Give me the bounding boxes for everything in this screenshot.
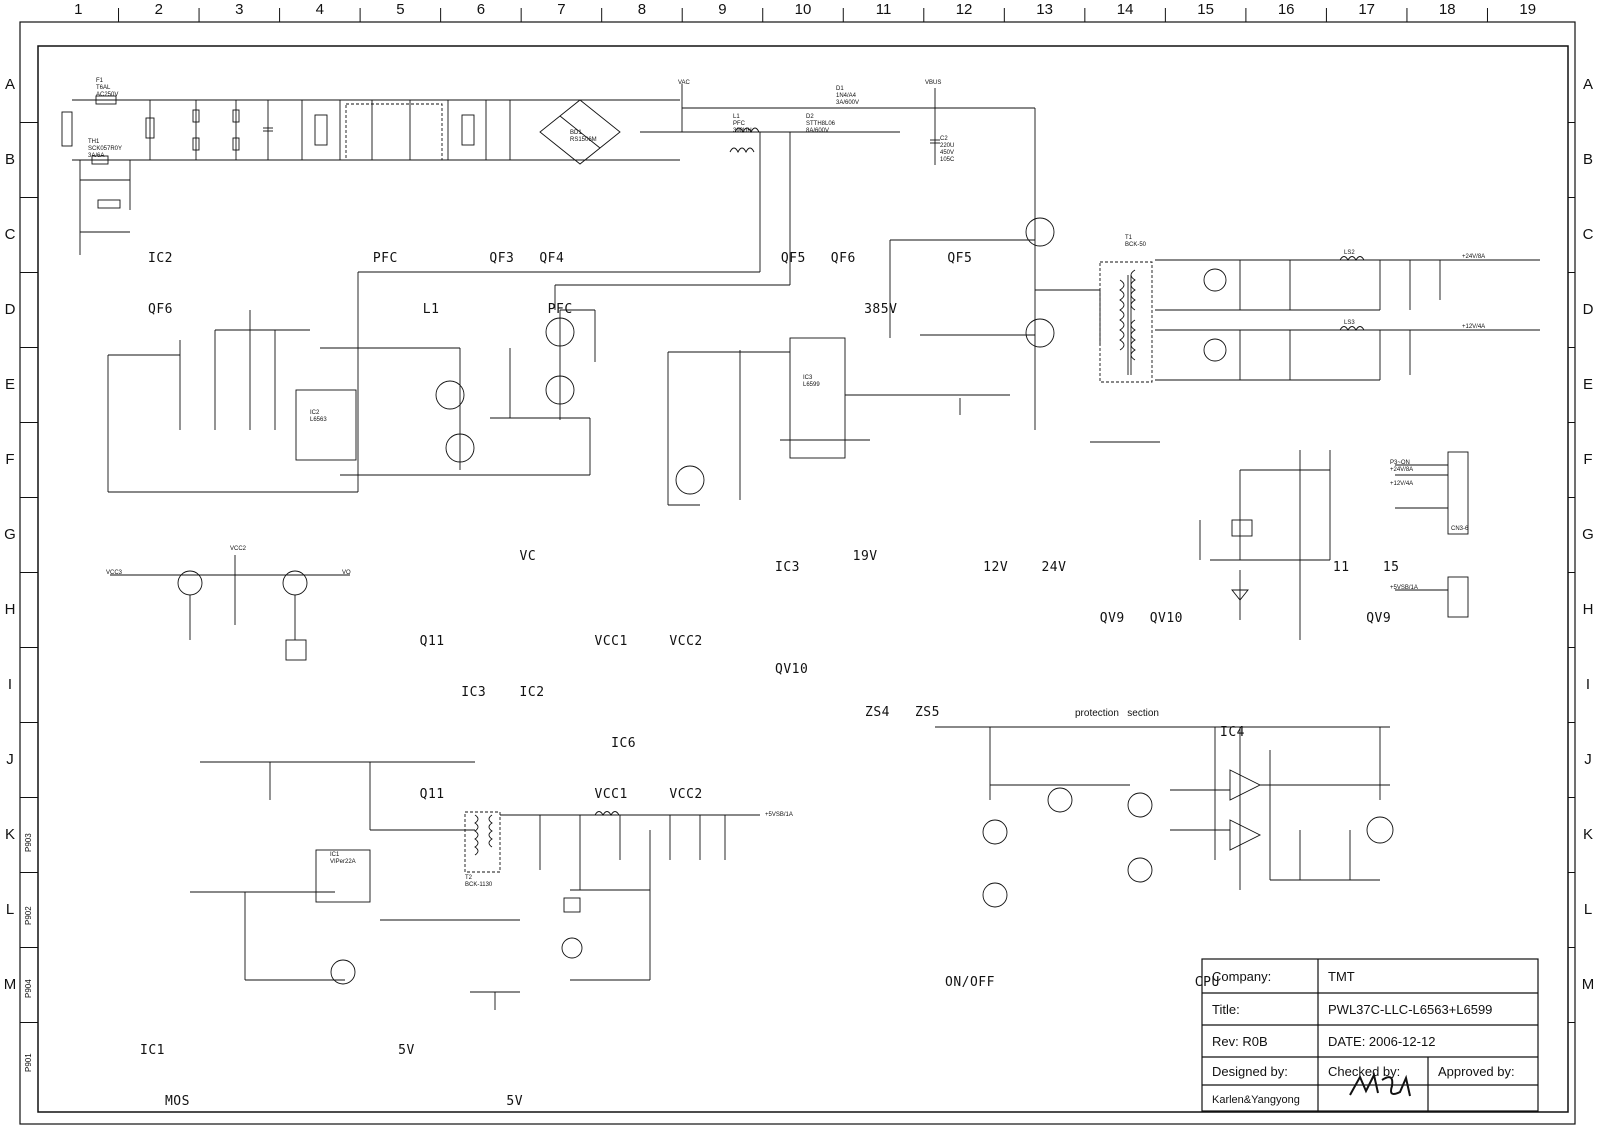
- label-vcc3: VCC3: [106, 570, 123, 576]
- note-zs: [865, 670, 940, 789]
- label-out-12v: +12V/4A: [1462, 324, 1486, 330]
- grid-column-14: 14: [1116, 1, 1134, 18]
- protection-section-title: protection section: [1075, 708, 1159, 719]
- note-ic1-line-2: MOS 5V: [140, 1094, 524, 1109]
- title-block-designed-label: Designed by:: [1212, 1064, 1288, 1079]
- grid-column-6: 6: [476, 1, 486, 18]
- label-t1: T1 BCK-50: [1125, 235, 1147, 248]
- label-ls3: LS3: [1344, 320, 1355, 326]
- title-block-designers: Karlen&Yangyong: [1212, 1094, 1300, 1106]
- grid-row-I-right: I: [1585, 676, 1591, 693]
- grid-column-1: 1: [74, 1, 83, 18]
- label-vo: VO: [342, 570, 351, 576]
- note-onoff: [945, 940, 1220, 1093]
- note-onoff-line-1: ON/OFF CPU: [945, 975, 1220, 990]
- grid-column-8: 8: [637, 1, 647, 18]
- grid-column-2: 2: [154, 1, 163, 18]
- grid-row-K-right: K: [1582, 826, 1593, 843]
- note-ic4-line-1: IC4: [1220, 725, 1245, 740]
- note-ic1: [140, 1008, 523, 1144]
- grid-row-L-left: L: [5, 901, 15, 918]
- vcc-section: [110, 555, 350, 660]
- label-vbus: VBUS: [925, 80, 942, 86]
- label-connector-p2: +5VSB/1A: [1390, 585, 1418, 591]
- grid-column-16: 16: [1277, 1, 1295, 18]
- grid-row-E-right: E: [1582, 376, 1593, 393]
- label-d1: D1 1N4/A4 3A/600V: [836, 86, 860, 106]
- note-vcc-line-3: Q11 VCC1 VCC2: [378, 634, 703, 649]
- grid-column-15: 15: [1197, 1, 1214, 18]
- label-t2: T2 BCK-1130: [465, 875, 493, 888]
- label-out-24v: +24V/8A: [1462, 254, 1486, 260]
- grid-row-K-left: K: [4, 826, 15, 843]
- grid-column-7: 7: [557, 1, 566, 18]
- grid-column-11: 11: [875, 1, 892, 18]
- grid-row-B-right: B: [1582, 151, 1593, 168]
- grid-column-18: 18: [1438, 1, 1456, 18]
- title-block-date: DATE: 2006-12-12: [1328, 1034, 1436, 1049]
- label-thermistor: TH1 SCK057R0Y 3A/6A: [88, 139, 123, 159]
- grid-row-M-left: M: [3, 976, 17, 993]
- grid-column-19: 19: [1519, 1, 1537, 18]
- grid-column-13: 13: [1036, 1, 1053, 18]
- label-ls2: LS2: [1344, 250, 1355, 256]
- title-block-title-value: PWL37C-LLC-L6563+L6599: [1328, 1002, 1493, 1017]
- grid-column-10: 10: [794, 1, 812, 18]
- grid-row-A-right: A: [1582, 76, 1593, 93]
- note-ic1-line-1: IC1 5V: [140, 1043, 415, 1058]
- connector-p902: P902: [24, 906, 33, 925]
- grid-column-17: 17: [1358, 1, 1376, 18]
- grid-row-C-right: C: [1582, 226, 1594, 243]
- grid-row-L-right: L: [1583, 901, 1593, 918]
- grid-row-G-left: G: [4, 526, 16, 543]
- label-d2: D2 STTH8L06 8A/600V: [806, 114, 836, 134]
- note-vcc-line-6: Q11 VCC1 VCC2: [378, 787, 703, 802]
- grid-row-A-left: A: [4, 76, 15, 93]
- grid-column-12: 12: [955, 1, 973, 18]
- connector-p901: P901: [24, 1053, 33, 1072]
- label-cn3: CN3-6: [1451, 526, 1469, 532]
- title-block-approved-label: Approved by:: [1438, 1064, 1515, 1079]
- grid-row-F-right: F: [1583, 451, 1593, 468]
- label-ic1: IC1 VIPer22A: [330, 852, 356, 865]
- label-bridge: BD1 RS1506M: [570, 130, 597, 143]
- grid-row-H-right: H: [1582, 601, 1594, 618]
- grid-row-M-right: M: [1581, 976, 1595, 993]
- label-ic2: IC2 L6563: [310, 410, 327, 423]
- label-l1: L1 PFC 390UH: [733, 114, 752, 134]
- grid-row-D-right: D: [1582, 301, 1594, 318]
- connector-p904: P904: [24, 979, 33, 998]
- grid-row-E-left: E: [4, 376, 15, 393]
- title-block-company-label: Company:: [1212, 969, 1272, 984]
- note-vcc-line-4: IC3 IC2: [378, 685, 545, 700]
- title-block-company-value: TMT: [1328, 969, 1355, 984]
- grid-row-H-left: H: [4, 601, 16, 618]
- grid-row-C-left: C: [4, 226, 16, 243]
- label-vac: VAC: [678, 80, 690, 86]
- grid-row-B-left: B: [4, 151, 15, 168]
- note-llc-line-2: QV9 QV10 QV9: [775, 611, 1392, 626]
- label-out-5v: +5VSB/1A: [765, 812, 793, 818]
- note-zs-line-1: ZS4 ZS5: [865, 705, 940, 720]
- grid-row-J-left: J: [6, 751, 14, 768]
- grid-row-D-left: D: [4, 301, 16, 318]
- note-ic4: [1220, 690, 1253, 775]
- label-c2: C2 220U 450V 105C: [940, 136, 955, 163]
- grid-column-4: 4: [315, 1, 324, 18]
- grid-column-3: 3: [235, 1, 244, 18]
- grid-row-I-left: I: [7, 676, 13, 693]
- note-pfc-line-2: QF6 L1 PFC 385V: [148, 302, 898, 317]
- note-vcc-line-1: VC 19V: [378, 549, 878, 564]
- grid-column-5: 5: [396, 1, 405, 18]
- grid-column-9: 9: [718, 1, 727, 18]
- title-block-checked-label: Checked by:: [1328, 1064, 1401, 1079]
- connector-p903: P903: [24, 833, 33, 852]
- note-llc-line-1: IC3 12V 24V 11 15: [775, 560, 1400, 575]
- note-pfc-line-1: IC2 PFC QF3 QF4 QF5 QF6 QF5: [148, 251, 973, 266]
- grid-row-F-left: F: [5, 451, 15, 468]
- title-block-title-label: Title:: [1212, 1002, 1240, 1017]
- label-ic3: IC3 L6599: [803, 375, 820, 388]
- label-fuse: F1 T6AL AC250V: [96, 78, 119, 98]
- label-vcc2: VCC2: [230, 546, 247, 552]
- grid-row-J-right: J: [1584, 751, 1592, 768]
- protection-section: [935, 727, 1393, 907]
- title-block-rev: Rev: R0B: [1212, 1034, 1268, 1049]
- note-pfc: [148, 216, 972, 352]
- note-llc-line-3: QV10: [775, 662, 809, 677]
- note-vcc-line-5: IC6: [378, 736, 637, 751]
- grid-row-G-right: G: [1582, 526, 1594, 543]
- label-connector-p3: P3~ON +24V/8A +12V/4A: [1390, 460, 1414, 487]
